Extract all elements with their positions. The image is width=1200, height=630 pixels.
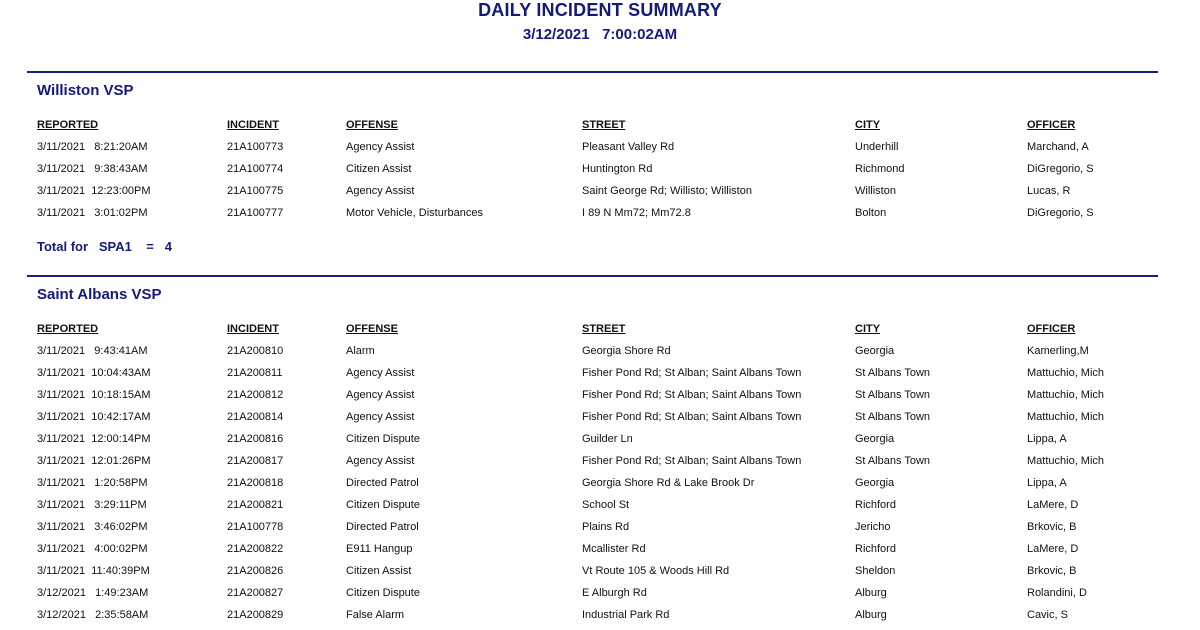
cell-reported: 3/12/2021 2:35:58AM	[37, 609, 149, 621]
cell-incident: 21A200818	[227, 477, 284, 489]
cell-offense: Agency Assist	[346, 141, 415, 153]
cell-incident: 21A200817	[227, 455, 284, 467]
column-header-street: STREET	[582, 119, 626, 131]
cell-offense: Citizen Dispute	[346, 587, 420, 599]
cell-offense: Agency Assist	[346, 185, 415, 197]
cell-incident: 21A200812	[227, 389, 284, 401]
cell-incident: 21A100774	[227, 163, 284, 175]
cell-incident: 21A200827	[227, 587, 284, 599]
column-header-incident: INCIDENT	[227, 119, 279, 131]
cell-reported: 3/11/2021 3:29:11PM	[37, 499, 147, 511]
cell-incident: 21A100777	[227, 207, 284, 219]
cell-city: Richmond	[855, 163, 905, 175]
cell-offense: Citizen Assist	[346, 565, 412, 577]
section-title: Williston VSP	[37, 82, 134, 99]
cell-city: Georgia	[855, 477, 895, 489]
report-title: DAILY INCIDENT SUMMARY	[478, 0, 722, 20]
cell-reported: 3/11/2021 3:01:02PM	[37, 207, 148, 219]
cell-officer: Marchand, A	[1027, 141, 1089, 153]
cell-officer: Kamerling,M	[1027, 345, 1089, 357]
cell-incident: 21A100773	[227, 141, 284, 153]
column-header-city: CITY	[855, 323, 881, 335]
cell-street: Fisher Pond Rd; St Alban; Saint Albans Town	[582, 455, 802, 467]
column-header-officer: OFFICER	[1027, 119, 1076, 131]
cell-street: Pleasant Valley Rd	[582, 141, 675, 153]
cell-city: Underhill	[855, 141, 899, 153]
cell-offense: Directed Patrol	[346, 477, 419, 489]
column-header-officer: OFFICER	[1027, 323, 1076, 335]
cell-incident: 21A100775	[227, 185, 284, 197]
cell-incident: 21A200810	[227, 345, 284, 357]
column-header-offense: OFFENSE	[346, 323, 398, 335]
cell-offense: Citizen Assist	[346, 163, 412, 175]
cell-offense: Agency Assist	[346, 455, 415, 467]
cell-street: School St	[582, 499, 630, 511]
cell-offense: False Alarm	[346, 609, 405, 621]
cell-city: Williston	[855, 185, 896, 197]
cell-officer: Lucas, R	[1027, 185, 1071, 197]
section-divider	[27, 275, 1158, 277]
cell-reported: 3/11/2021 1:20:58PM	[37, 477, 148, 489]
cell-reported: 3/11/2021 9:43:41AM	[37, 345, 148, 357]
cell-incident: 21A200814	[227, 411, 284, 423]
cell-street: Saint George Rd; Willisto; Williston	[582, 185, 752, 197]
cell-street: Fisher Pond Rd; St Alban; Saint Albans Town	[582, 411, 802, 423]
cell-officer: Mattuchio, Mich	[1027, 455, 1105, 467]
cell-officer: Brkovic, B	[1027, 565, 1077, 577]
cell-officer: DiGregorio, S	[1027, 163, 1094, 175]
cell-incident: 21A200822	[227, 543, 284, 555]
cell-officer: LaMere, D	[1027, 543, 1079, 555]
cell-street: Fisher Pond Rd; St Alban; Saint Albans Town	[582, 389, 802, 401]
cell-city: Jericho	[855, 521, 891, 533]
cell-reported: 3/11/2021 12:01:26PM	[37, 455, 151, 467]
cell-officer: Rolandini, D	[1027, 587, 1087, 599]
report-datetime: 3/12/2021 7:00:02AM	[522, 26, 678, 43]
cell-city: St Albans Town	[855, 455, 931, 467]
cell-reported: 3/11/2021 10:04:43AM	[37, 367, 151, 379]
cell-officer: Mattuchio, Mich	[1027, 389, 1105, 401]
section-divider	[27, 71, 1158, 73]
cell-offense: Directed Patrol	[346, 521, 419, 533]
cell-reported: 3/11/2021 3:46:02PM	[37, 521, 148, 533]
cell-offense: Citizen Dispute	[346, 499, 420, 511]
cell-officer: Cavic, S	[1027, 609, 1068, 621]
cell-city: Richford	[855, 543, 896, 555]
cell-officer: Mattuchio, Mich	[1027, 411, 1105, 423]
cell-officer: Lippa, A	[1027, 433, 1067, 445]
cell-offense: Motor Vehicle, Disturbances	[346, 207, 483, 219]
cell-street: Industrial Park Rd	[582, 609, 670, 621]
column-header-street: STREET	[582, 323, 626, 335]
section-title: Saint Albans VSP	[37, 286, 162, 303]
cell-reported: 3/11/2021 9:38:43AM	[37, 163, 148, 175]
cell-reported: 3/11/2021 8:21:20AM	[37, 141, 148, 153]
cell-reported: 3/12/2021 1:49:23AM	[37, 587, 149, 599]
cell-incident: 21A200816	[227, 433, 284, 445]
cell-reported: 3/11/2021 4:00:02PM	[37, 543, 148, 555]
cell-incident: 21A200826	[227, 565, 284, 577]
cell-street: Huntington Rd	[582, 163, 653, 175]
cell-offense: Citizen Dispute	[346, 433, 420, 445]
column-header-city: CITY	[855, 119, 881, 131]
cell-incident: 21A200821	[227, 499, 284, 511]
section-total: Total for SPA1 = 4	[37, 239, 172, 254]
cell-officer: LaMere, D	[1027, 499, 1079, 511]
cell-reported: 3/11/2021 10:42:17AM	[37, 411, 151, 423]
column-header-reported: REPORTED	[37, 119, 99, 131]
cell-street: Vt Route 105 & Woods Hill Rd	[582, 565, 730, 577]
cell-officer: Brkovic, B	[1027, 521, 1077, 533]
cell-city: Alburg	[855, 587, 887, 599]
cell-reported: 3/11/2021 11:40:39PM	[37, 565, 150, 577]
column-header-incident: INCIDENT	[227, 323, 279, 335]
column-header-reported: REPORTED	[37, 323, 99, 335]
cell-city: Sheldon	[855, 565, 896, 577]
cell-city: Bolton	[855, 207, 887, 219]
cell-street: Guilder Ln	[582, 433, 633, 445]
cell-city: St Albans Town	[855, 411, 931, 423]
cell-incident: 21A100778	[227, 521, 284, 533]
cell-officer: Mattuchio, Mich	[1027, 367, 1105, 379]
cell-city: St Albans Town	[855, 367, 931, 379]
cell-city: Richford	[855, 499, 896, 511]
cell-offense: Alarm	[346, 345, 375, 357]
cell-street: Fisher Pond Rd; St Alban; Saint Albans Town	[582, 367, 802, 379]
cell-street: E Alburgh Rd	[582, 587, 647, 599]
cell-city: Georgia	[855, 345, 895, 357]
cell-street: I 89 N Mm72; Mm72.8	[582, 207, 691, 219]
cell-city: St Albans Town	[855, 389, 931, 401]
cell-offense: Agency Assist	[346, 367, 415, 379]
cell-offense: Agency Assist	[346, 411, 415, 423]
cell-reported: 3/11/2021 12:00:14PM	[37, 433, 151, 445]
cell-offense: E911 Hangup	[346, 543, 413, 555]
cell-city: Alburg	[855, 609, 887, 621]
cell-reported: 3/11/2021 12:23:00PM	[37, 185, 151, 197]
cell-reported: 3/11/2021 10:18:15AM	[37, 389, 151, 401]
cell-officer: DiGregorio, S	[1027, 207, 1094, 219]
cell-city: Georgia	[855, 433, 895, 445]
column-header-offense: OFFENSE	[346, 119, 398, 131]
cell-offense: Agency Assist	[346, 389, 415, 401]
cell-officer: Lippa, A	[1027, 477, 1067, 489]
cell-incident: 21A200829	[227, 609, 284, 621]
cell-street: Mcallister Rd	[582, 543, 646, 555]
cell-incident: 21A200811	[227, 367, 283, 379]
cell-street: Georgia Shore Rd & Lake Brook Dr	[582, 477, 755, 489]
cell-street: Georgia Shore Rd	[582, 345, 671, 357]
cell-street: Plains Rd	[582, 521, 630, 533]
